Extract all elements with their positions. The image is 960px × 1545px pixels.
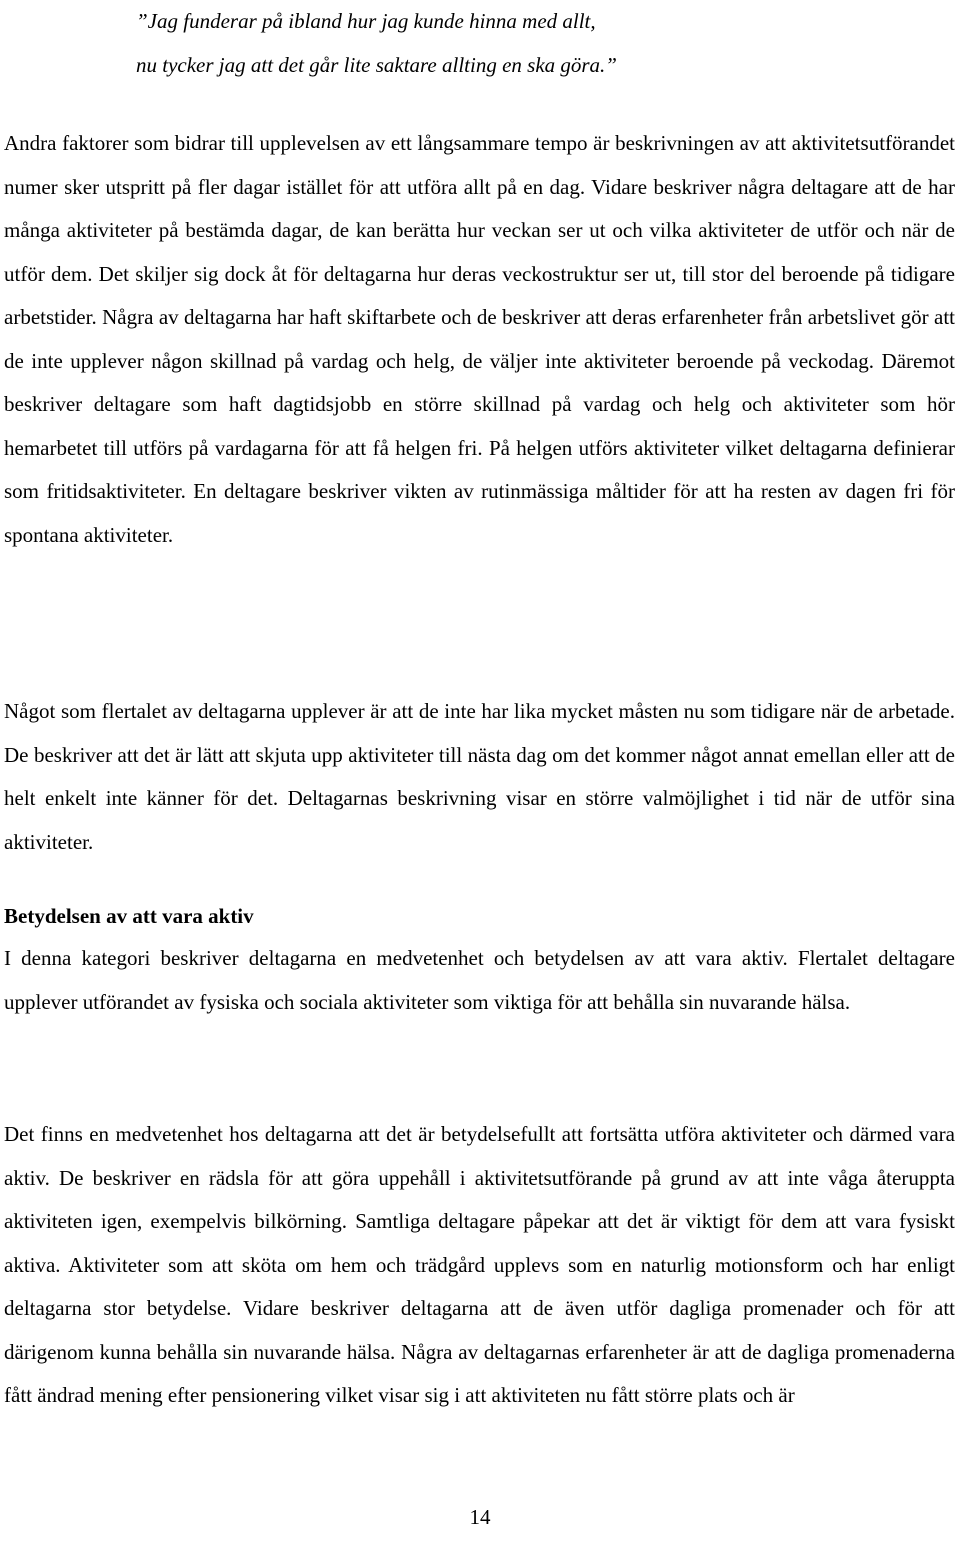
paragraph-continuing-activity: Det finns en medvetenhet hos deltagarna att det är betydelsefullt att fortsätta utföra aktiviteter och därmed vara aktiv. De beskriver en rädsla för att göra uppehåll i aktivitetsutförande på grund av att inte våga återuppta aktiviteten igen, exempelvis bilkörning. Samtliga deltagare påpekar att det är viktigt för dem att vara fysiskt aktiva. Aktiviteter som att sköta om hem och trädgård upplevs som en naturlig motionsform och har enligt deltagarna stor betydelse. Vidare beskriver deltagarna att de även utför dagliga promenader och för att därigenom kunna behålla sin nuvarande hälsa. Några av deltagarnas erfarenheter är att de dagliga promenaderna fått ändrad mening efter pensionering vilket visar sig i att aktiviteten nu fått större plats och är (4, 1122, 955, 1408)
block-quote (136, 0, 936, 87)
paragraph-awareness: I denna kategori beskriver deltagarna en medvetenhet och betydelsen av att vara aktiv. Flertalet deltagare upplever utförandet av fysiska och sociala aktiviteter som viktiga för att behålla sin nuvarande hälsa. (4, 946, 955, 1014)
quote-line-2: nu tycker jag att det går lite saktare allting en ska göra.” (136, 52, 617, 77)
page-number: 14 (469, 1505, 491, 1529)
quote-line-1: ”Jag funderar på ibland hur jag kunde hinna med allt, (136, 9, 596, 33)
paragraph-obligations: Något som flertalet av deltagarna upplever är att de inte har lika mycket måsten nu som tidigare när de arbetade. De beskriver att det är lätt att skjuta upp aktiviteter till nästa dag om det kommer något annat emellan eller att de helt enkelt inte känner för det. Deltagarnas beskrivning visar en större valmöjlighet i tid när de utför sina aktiviteter. (4, 699, 955, 854)
paragraph-tempo: Andra faktorer som bidrar till upplevelsen av ett långsammare tempo är beskrivningen av att aktivitetsutförandet numer sker utspritt på fler dagar istället för att utföra allt på en dag. Vidare beskriver några deltagare att de har många aktiviteter på bestämda dagar, de kan berätta hur veckan ser ut och vilka aktiviteter de utför och när de utför dem. Det skiljer sig dock åt för deltagarna hur deras veckostruktur ser ut, till stor del beroende på tidigare arbetstider. Några av deltagarna har haft skiftarbete och de beskriver att deras erfarenheter från arbetslivet gör att de inte upplever någon skillnad på vardag och helg, de väljer inte aktiviteter beroende på veckodag. Däremot beskriver deltagare som haft dagtidsjobb en större skillnad på vardag och helg och aktiviteter som hör hemarbetet till utförs på vardagarna för att få helgen fri. På helgen utförs aktiviteter vilket deltagarna definierar som fritidsaktiviteter. En deltagare beskriver vikten av rutinmässiga måltider för att ha resten av dagen fri för spontana aktiviteter. (4, 131, 955, 547)
section-heading: Betydelsen av att vara aktiv (4, 904, 254, 928)
